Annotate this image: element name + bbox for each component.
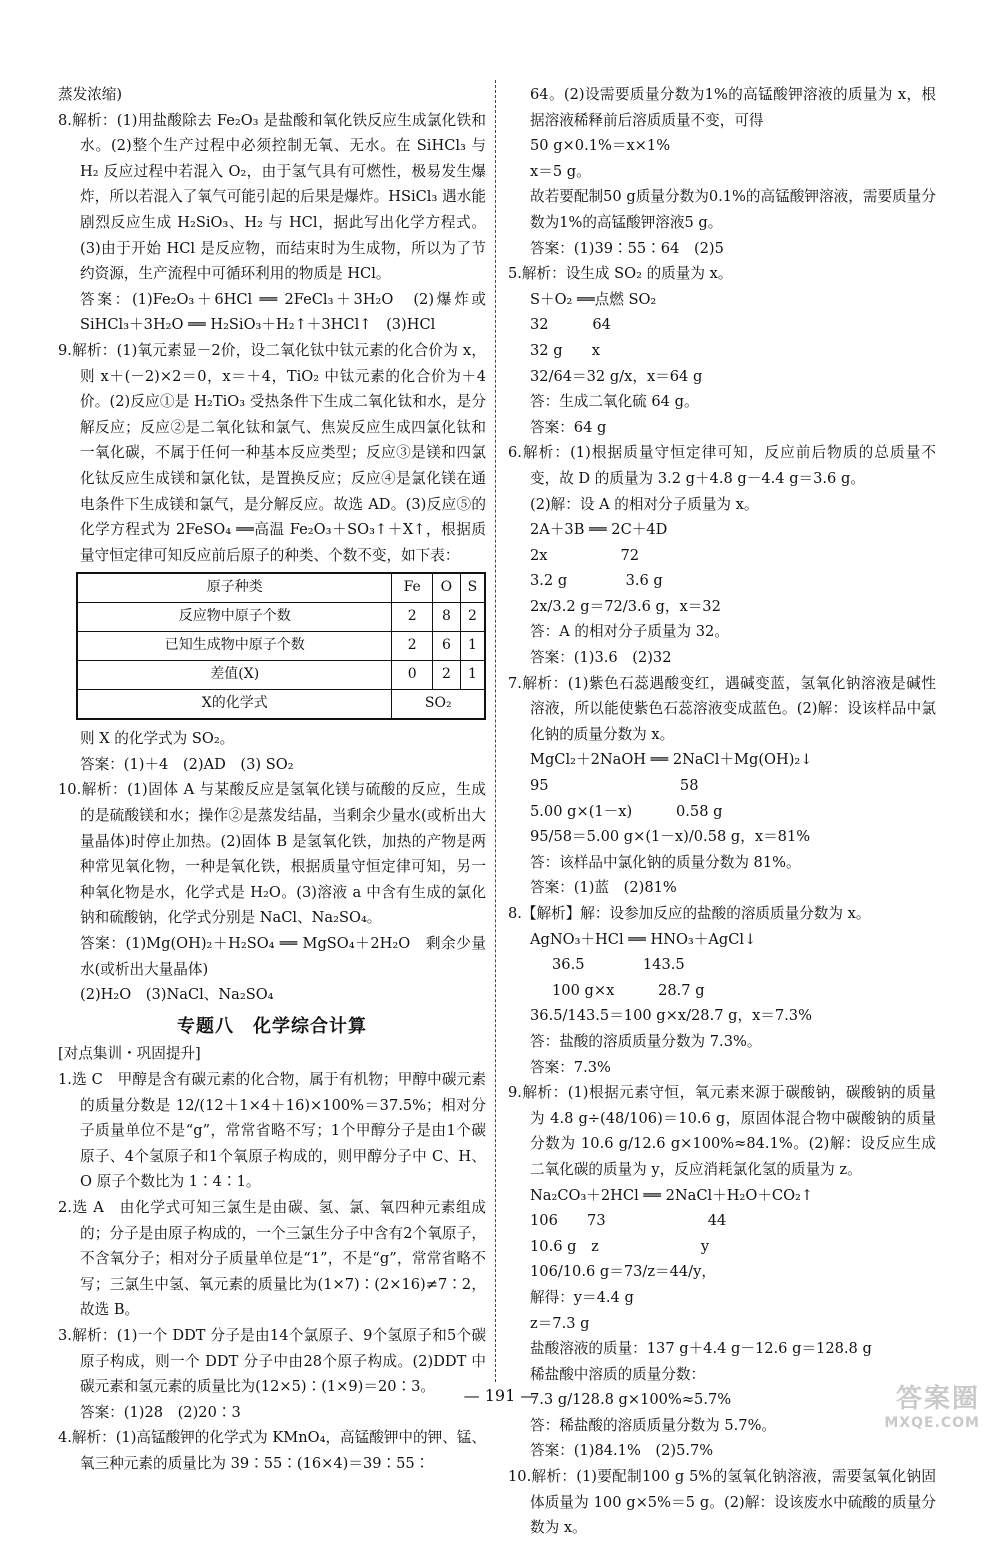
answer-9-key: 答案：(1)＋4 (2)AD (3) SO₂ <box>80 755 294 773</box>
answer-10-key: 答案：(1)Mg(OH)₂＋H₂SO₄ ══ MgSO₄＋2H₂O 剩余少量水(或析出大量晶体) <box>80 935 486 978</box>
answer-6-key: 答案：(1)3.6 (2)32 <box>530 649 672 667</box>
text-line: (2)H₂O (3)NaCl、Na₂SO₄ <box>80 986 274 1004</box>
section-title: 专题八 化学综合计算 <box>177 1015 367 1037</box>
table-header-row <box>77 573 485 603</box>
answer-8-analysis-right: 8.【解析】解：设参加反应的盐酸的溶质质量分数为 x。 <box>508 905 871 922</box>
item-1: 1.选 C 甲醇是含有碳元素的化合物，属于有机物；甲醇中碳元素的质量分数是 12/(12＋1×4＋16)×100%＝37.5%；相对分子质量单位不是“g”，常常省略不写；1个甲醇分子是由1个碳原子、4个氢原子和1个氧原子构成的，则甲醇分子中 C、H、O 原子个数比为 1∶4∶1。 <box>58 1071 486 1191</box>
text-line: 答：稀盐酸的溶质质量分数为 5.7%。 <box>530 1416 777 1434</box>
formula-line: 10.6 g z y <box>530 1237 710 1255</box>
atom-count-table <box>76 572 486 720</box>
answer-8-analysis: 8.解析：(1)用盐酸除去 Fe₂O₃ 是盐酸和氧化铁反应生成氯化铁和水。(2)整个生产过程中必须控制无氧、无水。在 SiHCl₃ 与 H₂ 反应过程中若混入 O₂，由于氢气具有可燃性，极易发生爆炸，所以若混入了氧气可能引起的后果是爆炸。HSiCl₃ 遇水能剧烈反应生成 H₂SiO₃、H₂ 与 HCl，据此写出化学方程式。(3)由于开始 HCl 是反应物，而结束时为生成物，所以为了节约资源，生产流程中可循环利用的物质是 HCl。 <box>58 111 486 283</box>
table-row <box>77 690 485 720</box>
answer-7-analysis: 7.解析：(1)紫色石蕊遇酸变红，遇碱变蓝，氢氧化钠溶液是碱性溶液，所以能使紫色石蕊溶液变成蓝色。(2)解：设该样品中氯化钠的质量分数为 x。 <box>508 674 936 743</box>
formula-line: 106 73 44 <box>530 1212 727 1230</box>
table-cell: X的化学式 <box>77 690 392 720</box>
formula-line: 32 g x <box>530 341 600 359</box>
text-line: 故若要配制50 g质量分数为0.1%的高锰酸钾溶液，需要质量分数为1%的高锰酸钾溶液5 g。 <box>530 188 936 231</box>
text-line: 则 X 的化学式为 SO₂。 <box>80 730 235 748</box>
answer-10-analysis-right: 10.解析：(1)要配制100 g 5%的氢氧化钠溶液，需要氢氧化钠固体质量为 100 g×5%＝5 g。(2)解：设该废水中硫酸的质量分数为 x。 <box>508 1468 936 1537</box>
table-cell: Fe <box>392 573 433 603</box>
table-cell: 1 <box>460 632 485 661</box>
left-column <box>58 82 486 1477</box>
text-line: 64。(2)设需要质量分数为1%的高锰酸钾溶液的质量为 x，根据溶液稀释前后溶质质量不变，可得 <box>530 86 936 129</box>
text-line: 答：生成二氧化硫 64 g。 <box>530 393 699 411</box>
watermark-url: MXQE.COM <box>884 1415 980 1431</box>
formula-line: 解得：y＝4.4 g <box>530 1288 634 1306</box>
formula-line: 36.5/143.5＝100 g×x/28.7 g，x＝7.3% <box>530 1007 812 1025</box>
table-cell: 原子种类 <box>77 573 392 603</box>
table-cell: 反应物中原子个数 <box>77 603 392 632</box>
table-cell: 已知生成物中原子个数 <box>77 632 392 661</box>
text-line: 答：该样品中氯化钠的质量分数为 81%。 <box>530 853 801 871</box>
formula-line: 5.00 g×(1－x) 0.58 g <box>530 802 723 820</box>
watermark-logo <box>810 1378 980 1434</box>
formula-line: S＋O₂ ══点燃 SO₂ <box>530 290 657 308</box>
text-line: 蒸发浓缩) <box>58 86 123 103</box>
formula-line: x＝5 g。 <box>530 162 591 180</box>
table-row <box>77 632 485 661</box>
formula-line: 95 58 <box>530 777 699 795</box>
formula-line: 32 64 <box>530 316 611 334</box>
answer-9-key-right: 答案：(1)84.1% (2)5.7% <box>530 1442 714 1460</box>
text-line: 盐酸溶液的质量：137 g＋4.4 g－12.6 g＝128.8 g <box>530 1340 872 1358</box>
table-row <box>77 661 485 690</box>
formula-line: 7.3 g/128.8 g×100%≈5.7% <box>530 1391 732 1409</box>
table-cell: 2 <box>433 661 461 690</box>
formula-line: 32/64＝32 g/x，x＝64 g <box>530 367 703 385</box>
table-cell: 8 <box>433 603 461 632</box>
table-cell: SO₂ <box>392 690 485 720</box>
item-4: 4.解析：(1)高锰酸钾的化学式为 KMnO₄，高锰酸钾中的钾、锰、氧三种元素的质量比为 39∶55∶(16×4)＝39∶55∶ <box>58 1429 486 1472</box>
table-row <box>77 603 485 632</box>
table-cell: 0 <box>392 661 433 690</box>
formula-line: 36.5 143.5 <box>552 956 685 974</box>
answer-7-key: 答案：(1)蓝 (2)81% <box>530 879 677 897</box>
formula-line: 2A＋3B ══ 2C＋4D <box>530 521 668 539</box>
text-line: (2)解：设 A 的相对分子质量为 x。 <box>530 495 759 513</box>
table-cell: O <box>433 573 461 603</box>
formula-line: 2x/3.2 g＝72/3.6 g，x＝32 <box>530 597 721 615</box>
item-2: 2.选 A 由化学式可知三氯生是由碳、氢、氯、氧四种元素组成的；分子是由原子构成的，一个三氯生分子中含有2个氧原子，不含氧分子；相对分子质量单位是“1”，不是“g”，常常省略不写；三氯生中氢、氧元素的质量比为(1×7)∶(2×16)≠7∶2，故选 B。 <box>58 1198 486 1319</box>
formula-line: 106/10.6 g＝73/z＝44/y， <box>530 1263 716 1281</box>
table-cell: 6 <box>433 632 461 661</box>
table-cell: 1 <box>460 661 485 690</box>
formula-line: 50 g×0.1%＝x×1% <box>530 137 671 155</box>
formula-line: 95/58＝5.00 g×(1－x)/0.58 g，x＝81% <box>530 828 811 846</box>
table-cell: S <box>460 573 485 603</box>
formula-line: MgCl₂＋2NaOH ══ 2NaCl＋Mg(OH)₂↓ <box>530 751 813 769</box>
formula-line: z＝7.3 g <box>530 1314 590 1332</box>
table-cell: 2 <box>460 603 485 632</box>
page-number: — 191 — <box>463 1386 537 1405</box>
table-cell: 2 <box>392 603 433 632</box>
formula-line: 2x 72 <box>530 546 640 564</box>
column-divider <box>495 80 496 1382</box>
watermark-text: 答案圈 <box>895 1384 980 1414</box>
formula-line: 3.2 g 3.6 g <box>530 572 663 590</box>
answer-10-analysis: 10.解析：(1)固体 A 与某酸反应是氢氧化镁与硫酸的反应，生成的是硫酸镁和水；操作②是蒸发结晶，当剩余少量水(或析出大量晶体)时停止加热。(2)固体 B 是氢氧化铁，加热的产物是两种常见氧化物，一种是氧化铁，根据质量守恒定律可知，另一种氧化物是水，化学式是 H₂O。(3)溶液 a 中含有生成的氯化钠和硫酸钠，化学式分别是 NaCl、Na₂SO₄。 <box>58 781 486 927</box>
text-line: 答：盐酸的溶质质量分数为 7.3%。 <box>530 1032 762 1050</box>
formula-line: AgNO₃＋HCl ══ HNO₃＋AgCl↓ <box>530 930 757 948</box>
right-column <box>508 82 936 1541</box>
answer-4-key: 答案：(1)39∶55∶64 (2)5 <box>530 239 724 257</box>
answer-6-analysis: 6.解析：(1)根据质量守恒定律可知，反应前后物质的总质量不变，故 D 的质量为 3.2 g＋4.8 g－4.4 g＝3.6 g。 <box>508 444 936 487</box>
item-3-key: 答案：(1)28 (2)20∶3 <box>80 1403 241 1421</box>
item-3: 3.解析：(1)一个 DDT 分子是由14个氯原子、9个氢原子和5个碳原子构成，则一个 DDT 分子中由28个原子构成。(2)DDT 中碳元素和氢元素的质量比为(12×5)∶(1×9)＝20∶3。 <box>58 1326 486 1396</box>
answer-5-analysis: 5.解析：设生成 SO₂ 的质量为 x。 <box>508 265 733 283</box>
table-cell: 2 <box>392 632 433 661</box>
answer-9-analysis: 9.解析：(1)氧元素显－2价，设二氧化钛中钛元素的化合价为 x，则 x＋(－2)×2＝0，x＝＋4，TiO₂ 中钛元素的化合价为＋4价。(2)反应①是 H₂TiO₃ 受热条件下生成二氧化钛和水，是分解反应；反应②是二氧化钛和氯气、焦炭反应生成四氯化钛和一氧化碳，不属于任何一种基本反应类型；反应③是镁和四氯化钛反应生成镁和氯化钛，是置换反应；反应④是氯化镁在通电条件下生成镁和氯气，是分解反应。故选 AD。(3)反应⑤的化学方程式为 2FeSO₄ ══高温 Fe₂O₃＋SO₃↑＋X↑，根据质量守恒定律可知反应前后原子的种类、个数不变，如下表： <box>58 341 486 564</box>
text-line: 稀盐酸中溶质的质量分数： <box>530 1365 706 1383</box>
formula-line: 100 g×x 28.7 g <box>552 981 705 999</box>
text-line: 答：A 的相对分子质量为 32。 <box>530 623 729 641</box>
table-cell: 差值(X) <box>77 661 392 690</box>
answer-5-key: 答案：64 g <box>530 418 607 436</box>
formula-line: Na₂CO₃＋2HCl ══ 2NaCl＋H₂O＋CO₂↑ <box>530 1186 814 1204</box>
answer-9-analysis-right: 9.解析：(1)根据元素守恒，氧元素来源于碳酸钠，碳酸钠的质量为 4.8 g÷(48/106)＝10.6 g，原固体混合物中碳酸钠的质量分数为 10.6 g/12.6 g×100%≈84.1%。(2)解：设反应生成二氧化碳的质量为 y，反应消耗氯化氢的质量为 z。 <box>508 1084 936 1178</box>
sub-title: [对点集训・巩固提升] <box>58 1045 201 1063</box>
answer-8-key-right: 答案：7.3% <box>530 1058 611 1076</box>
answer-8-key: 答案：(1)Fe₂O₃＋6HCl ══ 2FeCl₃＋3H₂O (2)爆炸或 SiHCl₃＋3H₂O ══ H₂SiO₃＋H₂↑＋3HCl↑ (3)HCl <box>80 290 486 334</box>
